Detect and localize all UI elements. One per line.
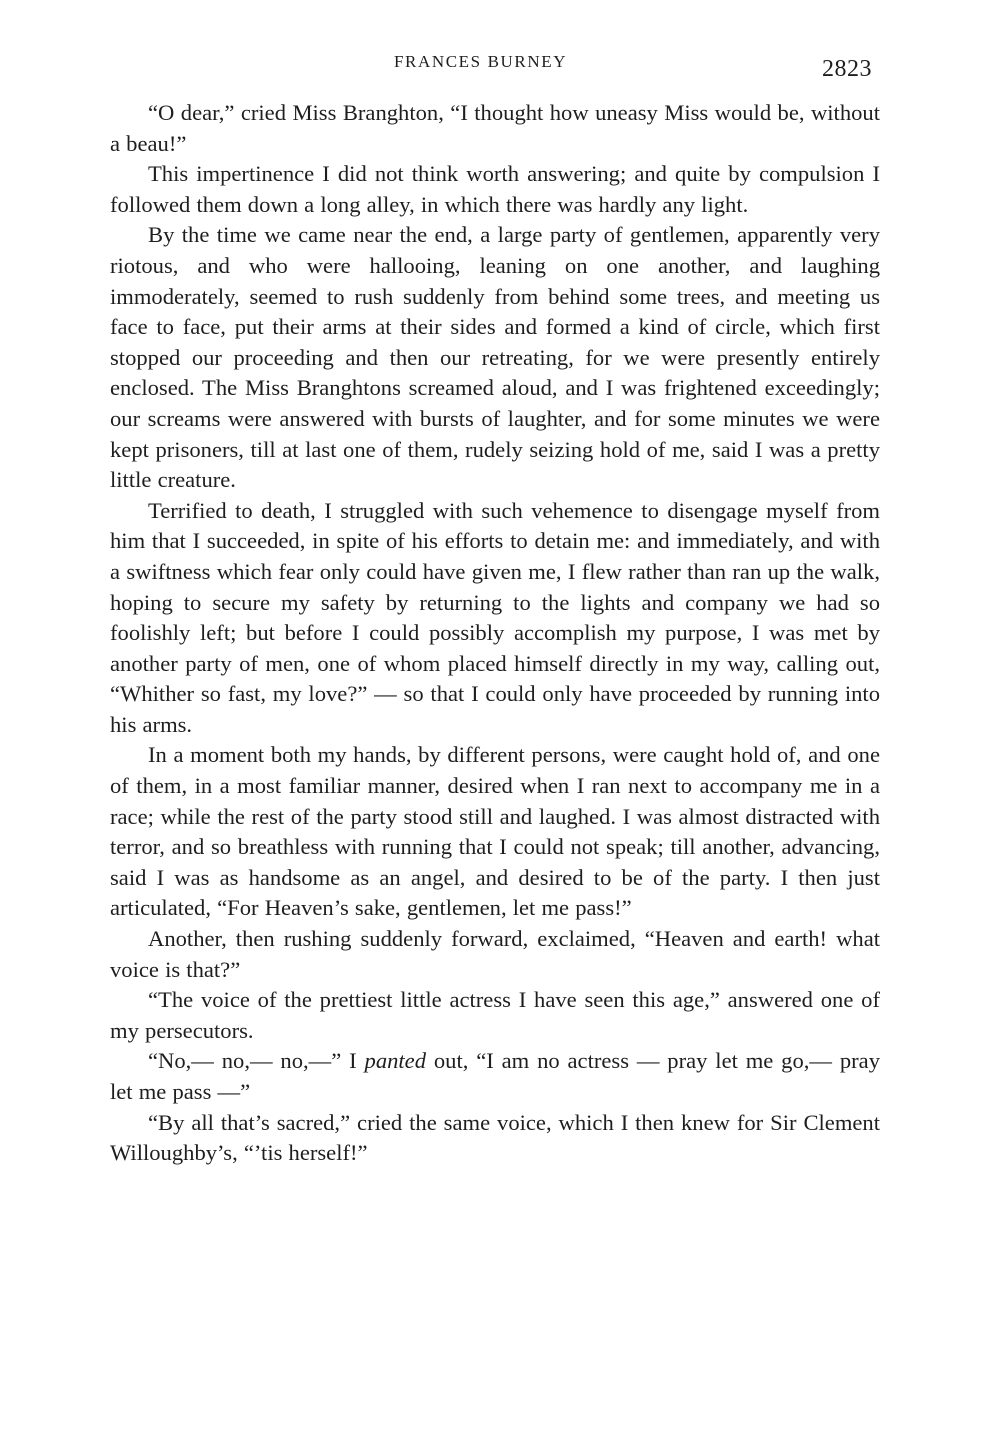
- paragraph-7: “The voice of the prettiest little actress I have seen this age,” answered one of my persecutors.: [110, 987, 880, 1043]
- paragraph-2: This impertinence I did not think worth answering; and quite by compulsion I followed them down a long alley, in which there was hardly any light.: [110, 161, 880, 217]
- paragraph-1: “O dear,” cried Miss Branghton, “I thought how uneasy Miss would be, without a beau!”: [110, 100, 880, 156]
- paragraph-3: By the time we came near the end, a large party of gentlemen, apparently very riotous, and who were hallooing, leaning on one another, and laughing immoderately, seemed to rush suddenly from behind some trees, and meeting us face to face, put their arms at their sides and formed a kind of circle, which first stopped our proceeding and then our retreating, for we were presently entirely enclosed. The Miss Branghtons screamed aloud, and I was frightened exceedingly; our screams were answered with bursts of laughter, and for some minutes we were kept prisoners, till at last one of them, rudely seizing hold of me, said I was a pretty little creature.: [110, 222, 880, 493]
- paragraph-8-after: out, “I am no actress — pray let me go,— pray let me pass —”: [110, 1048, 881, 1104]
- paragraph-4: Terrified to death, I struggled with such vehemence to disengage myself from him that I succeeded, in spite of his efforts to detain me: and immediately, and with a swiftness which fear only could have given me, I flew rather than ran up the walk, hoping to secure my safety by returning to the lights and company we had so foolishly left; but before I could possibly accomplish my purpose, I was met by another party of men, one of whom placed himself directly in my way, calling out, “Whither so fast, my love?” — so that I could only have proceeded by running into his arms.: [110, 497, 880, 737]
- paragraph-8: [110, 1046, 880, 1107]
- page-number: 2823: [822, 56, 872, 82]
- paragraph-8-before: “No,— no,— no,—” I: [148, 1048, 365, 1074]
- paragraph-6: Another, then rushing suddenly forward, exclaimed, “Heaven and earth! what voice is that?”: [110, 926, 880, 982]
- paragraph-9: “By all that’s sacred,” cried the same voice, which I then knew for Sir Clement Willoughby’s, “’tis herself!”: [110, 1109, 880, 1166]
- paragraph-5: In a moment both my hands, by different persons, were caught hold of, and one of them, in a most familiar manner, desired when I ran next to accompany me in a race; while the rest of the party stood still and laughed. I was almost distracted with terror, and so breathless with running that I could not speak; till another, advancing, said I was as handsome as an angel, and desired to be of the party. I then just articulated, “For Heaven’s sake, gentlemen, let me pass!”: [110, 742, 880, 921]
- body-text: [110, 98, 880, 1169]
- paragraph-8-italic: panted: [364, 1048, 427, 1074]
- running-title: FRANCES BURNEY: [394, 52, 568, 71]
